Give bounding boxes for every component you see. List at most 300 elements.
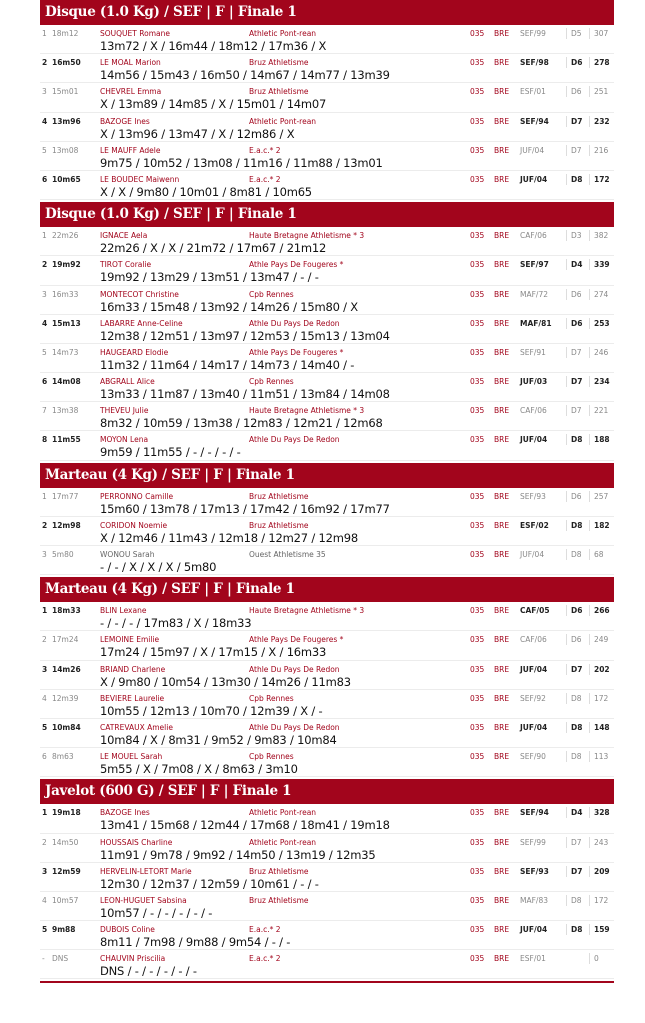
performance-cell: 16m50 <box>52 58 81 68</box>
performance-cell: 19m18 <box>52 808 81 818</box>
attempt-series: 8m11 / 7m98 / 9m88 / 9m54 / - / - <box>100 935 291 950</box>
club-name[interactable]: Haute Bretagne Athletisme * 3 <box>249 606 365 616</box>
attempt-series: 15m60 / 13m78 / 17m13 / 17m42 / 16m92 / 17m77 <box>100 501 390 516</box>
league-code: BRE <box>494 116 510 126</box>
level-cell: D6 <box>566 491 582 502</box>
rank-cell: - <box>42 954 45 964</box>
club-name[interactable]: Haute Bretagne Athletisme * 3 <box>249 231 365 241</box>
points-cell: 243 <box>589 837 608 848</box>
event-section <box>40 463 614 576</box>
department-code: 035 <box>470 87 485 97</box>
department-code: 035 <box>470 693 485 703</box>
level-cell: D8 <box>566 693 582 704</box>
attempt-series: - / - / - / 17m83 / X / 18m33 <box>100 616 252 631</box>
rank-cell: 5 <box>42 347 47 357</box>
performance-cell: 10m84 <box>52 722 81 732</box>
department-code: 035 <box>470 895 485 905</box>
club-name[interactable]: Bruz Athletisme <box>249 520 309 530</box>
level-cell: D7 <box>566 347 582 358</box>
athlete-name[interactable]: WONOU Sarah <box>100 550 155 559</box>
result-row[interactable] <box>40 256 614 285</box>
league-code: BRE <box>494 752 510 762</box>
club-name[interactable]: Cpb Rennes <box>249 289 294 299</box>
rank-cell: 7 <box>42 406 47 416</box>
category-cell: SEF/97 <box>520 260 549 270</box>
performance-cell: 16m33 <box>52 289 79 299</box>
rank-cell: 6 <box>42 752 47 762</box>
league-code: BRE <box>494 29 510 38</box>
performance-cell: 18m33 <box>52 606 81 616</box>
league-code: BRE <box>494 260 510 270</box>
attempt-series: X / 13m96 / 13m47 / X / 12m86 / X <box>100 126 295 141</box>
league-code: BRE <box>494 866 510 876</box>
performance-cell: 14m26 <box>52 664 81 674</box>
result-row[interactable] <box>40 373 614 402</box>
department-code: 035 <box>470 837 485 847</box>
level-cell: D7 <box>566 116 582 127</box>
department-code: 035 <box>470 58 485 68</box>
level-cell: D6 <box>566 605 582 616</box>
event-title: Javelot (600 G) / SEF | F | Finale 1 <box>40 779 614 804</box>
athlete-name[interactable]: LE MAUFF Adele <box>100 145 161 155</box>
rank-cell: 4 <box>42 895 47 905</box>
club-name[interactable]: E.a.c.* 2 <box>249 145 281 155</box>
points-cell: 159 <box>589 924 610 935</box>
attempt-series: 17m24 / 15m97 / X / 17m15 / X / 16m33 <box>100 645 327 660</box>
club-name[interactable]: Bruz Athletisme <box>249 87 309 97</box>
league-code: BRE <box>494 925 510 935</box>
athlete-name[interactable]: MOYON Lena <box>100 435 149 445</box>
result-row[interactable] <box>40 863 614 892</box>
result-row[interactable] <box>40 402 614 431</box>
department-code: 035 <box>470 318 485 328</box>
rank-cell: 5 <box>42 925 48 935</box>
level-cell: D6 <box>566 634 582 645</box>
category-cell: SEF/94 <box>520 116 549 126</box>
club-name[interactable]: Athle Du Pays De Redon <box>249 722 340 732</box>
department-code: 035 <box>470 231 485 241</box>
category-cell: SEF/98 <box>520 58 549 68</box>
rank-cell: 2 <box>42 520 48 530</box>
league-code: BRE <box>494 318 510 328</box>
rank-cell: 1 <box>42 29 47 38</box>
club-name[interactable]: E.a.c.* 2 <box>249 174 281 184</box>
points-cell: 172 <box>589 693 608 704</box>
rank-cell: 4 <box>42 693 47 703</box>
athlete-name[interactable]: HAUGEARD Elodie <box>100 347 169 357</box>
points-cell: 234 <box>589 376 610 387</box>
points-cell: 307 <box>589 28 608 39</box>
rank-cell: 2 <box>42 635 47 645</box>
result-row[interactable] <box>40 950 614 979</box>
athlete-name[interactable]: THEVEU Julie <box>100 406 149 416</box>
performance-cell: 12m39 <box>52 693 79 703</box>
category-cell: CAF/05 <box>520 606 550 616</box>
athlete-name[interactable]: TIROT Coralie <box>100 260 152 270</box>
result-row[interactable] <box>40 431 614 460</box>
attempt-series: 8m32 / 10m59 / 13m38 / 12m83 / 12m21 / 12m68 <box>100 416 383 431</box>
rank-cell: 3 <box>42 289 47 299</box>
league-code: BRE <box>494 231 510 241</box>
result-row[interactable] <box>40 517 614 546</box>
attempt-series: 14m56 / 15m43 / 16m50 / 14m67 / 14m77 / 13m39 <box>100 68 390 83</box>
league-code: BRE <box>494 954 510 964</box>
level-cell: D4 <box>566 259 582 270</box>
points-cell: 257 <box>589 491 608 502</box>
category-cell: SEF/93 <box>520 491 546 501</box>
category-cell: SEF/99 <box>520 29 546 38</box>
department-code: 035 <box>470 520 485 530</box>
athlete-name[interactable]: BAZOGE Ines <box>100 116 150 126</box>
athlete-name[interactable]: SOUQUET Romane <box>100 29 170 38</box>
department-code: 035 <box>470 260 485 270</box>
result-row[interactable] <box>40 748 614 777</box>
athlete-name[interactable]: PERRONNO Camille <box>100 491 174 501</box>
athlete-name[interactable]: DUBOIS Coline <box>100 925 155 935</box>
club-name[interactable]: Athletic Pont-rean <box>249 29 317 38</box>
performance-cell: 12m59 <box>52 866 81 876</box>
result-row[interactable] <box>40 719 614 748</box>
points-cell: 249 <box>589 634 608 645</box>
performance-cell: 14m73 <box>52 347 79 357</box>
attempt-series: 10m55 / 12m13 / 10m70 / 12m39 / X / - <box>100 703 323 718</box>
category-cell: SEF/93 <box>520 866 549 876</box>
points-cell: 188 <box>589 434 610 445</box>
league-code: BRE <box>494 87 510 97</box>
club-name[interactable]: Bruz Athletisme <box>249 895 309 905</box>
athlete-name[interactable]: CHEVREL Emma <box>100 87 162 97</box>
result-row[interactable] <box>40 286 614 315</box>
attempt-series: 16m33 / 15m48 / 13m92 / 14m26 / 15m80 / X <box>100 299 358 314</box>
athlete-name[interactable]: CATREVAUX Amelie <box>100 722 173 732</box>
level-cell: D8 <box>566 520 582 531</box>
athlete-name[interactable]: CORIDON Noemie <box>100 520 168 530</box>
athlete-name[interactable]: CHAUVIN Priscilia <box>100 954 166 964</box>
attempt-series: 10m57 / - / - / - / - / - <box>100 905 213 920</box>
event-title: Marteau (4 Kg) / SEF | F | Finale 1 <box>40 577 614 602</box>
result-row[interactable] <box>40 54 614 83</box>
rank-cell: 6 <box>42 174 48 184</box>
performance-cell: 13m08 <box>52 145 79 155</box>
performance-cell: 11m55 <box>52 435 81 445</box>
club-name[interactable]: Athle Pays De Fougeres * <box>249 347 344 357</box>
rank-cell: 3 <box>42 550 47 559</box>
result-row[interactable] <box>40 834 614 863</box>
club-name[interactable]: Athletic Pont-rean <box>249 808 317 818</box>
club-name[interactable]: Bruz Athletisme <box>249 491 309 501</box>
performance-cell: 13m96 <box>52 116 81 126</box>
department-code: 035 <box>470 491 485 501</box>
level-cell: D7 <box>566 376 582 387</box>
league-code: BRE <box>494 664 510 674</box>
club-name[interactable]: Athle Du Pays De Redon <box>249 318 340 328</box>
performance-cell: 15m13 <box>52 318 81 328</box>
club-name[interactable]: Haute Bretagne Athletisme * 3 <box>249 406 365 416</box>
points-cell: 182 <box>589 520 610 531</box>
category-cell: ESF/01 <box>520 87 546 97</box>
club-name[interactable]: Athletic Pont-rean <box>249 116 317 126</box>
performance-cell: 9m88 <box>52 925 76 935</box>
performance-cell: 15m01 <box>52 87 79 97</box>
points-cell: 202 <box>589 664 610 675</box>
department-code: 035 <box>470 435 485 445</box>
points-cell: 68 <box>589 549 604 560</box>
level-cell: D5 <box>566 28 582 39</box>
points-cell: 274 <box>589 289 608 300</box>
department-code: 035 <box>470 635 485 645</box>
department-code: 035 <box>470 29 485 38</box>
performance-cell: DNS <box>52 954 69 964</box>
event-section <box>40 779 614 979</box>
points-cell: 172 <box>589 174 610 185</box>
points-cell: 209 <box>589 866 610 877</box>
category-cell: JUF/04 <box>520 925 548 935</box>
bottom-divider <box>40 981 614 983</box>
athlete-name[interactable]: LE MOAL Marion <box>100 58 161 68</box>
athlete-name[interactable]: ABGRALL Alice <box>100 377 155 387</box>
club-name[interactable]: E.a.c.* 2 <box>249 925 281 935</box>
category-cell: JUF/04 <box>520 174 548 184</box>
attempt-series: 12m30 / 12m37 / 12m59 / 10m61 / - / - <box>100 876 319 891</box>
points-cell: 382 <box>589 230 608 241</box>
category-cell: SEF/90 <box>520 752 546 762</box>
attempt-series: X / 13m89 / 14m85 / X / 15m01 / 14m07 <box>100 97 327 112</box>
points-cell: 232 <box>589 116 610 127</box>
attempt-series: 9m59 / 11m55 / - / - / - / - <box>100 445 241 460</box>
athlete-name[interactable]: BAZOGE Ines <box>100 808 150 818</box>
department-code: 035 <box>470 606 485 616</box>
department-code: 035 <box>470 664 485 674</box>
department-code: 035 <box>470 145 485 155</box>
club-name[interactable]: Athletic Pont-rean <box>249 837 317 847</box>
result-row[interactable] <box>40 488 614 517</box>
points-cell: 251 <box>589 86 608 97</box>
league-code: BRE <box>494 491 510 501</box>
points-cell: 246 <box>589 347 608 358</box>
performance-cell: 5m80 <box>52 550 74 559</box>
attempt-series: 10m84 / X / 8m31 / 9m52 / 9m83 / 10m84 <box>100 732 337 747</box>
result-row[interactable] <box>40 83 614 112</box>
athlete-name[interactable]: LEMOINE Emilie <box>100 635 160 645</box>
category-cell: SEF/92 <box>520 693 546 703</box>
rank-cell: 5 <box>42 722 48 732</box>
league-code: BRE <box>494 895 510 905</box>
performance-cell: 22m26 <box>52 231 79 241</box>
league-code: BRE <box>494 722 510 732</box>
league-code: BRE <box>494 347 510 357</box>
athlete-name[interactable]: BRIAND Charlene <box>100 664 166 674</box>
department-code: 035 <box>470 406 485 416</box>
result-row[interactable] <box>40 921 614 950</box>
performance-cell: 8m63 <box>52 752 74 762</box>
club-name[interactable]: Bruz Athletisme <box>249 58 309 68</box>
department-code: 035 <box>470 377 485 387</box>
athlete-name[interactable]: LE MOUEL Sarah <box>100 752 163 762</box>
attempt-series: 5m55 / X / 7m08 / X / 8m63 / 3m10 <box>100 762 298 777</box>
level-cell: D6 <box>566 57 582 68</box>
performance-cell: 19m92 <box>52 260 81 270</box>
club-name[interactable]: E.a.c.* 2 <box>249 954 281 964</box>
athlete-name[interactable]: HERVELIN-LETORT Marie <box>100 866 192 876</box>
result-row[interactable] <box>40 344 614 373</box>
club-name[interactable]: Athle Du Pays De Redon <box>249 664 340 674</box>
athlete-name[interactable]: IGNACE Aela <box>100 231 148 241</box>
points-cell: 278 <box>589 57 610 68</box>
club-name[interactable]: Athle Du Pays De Redon <box>249 435 340 445</box>
result-row[interactable] <box>40 142 614 171</box>
department-code: 035 <box>470 289 485 299</box>
category-cell: JUF/04 <box>520 664 548 674</box>
category-cell: MAF/83 <box>520 895 548 905</box>
category-cell: CAF/06 <box>520 231 547 241</box>
level-cell: D7 <box>566 405 582 416</box>
athlete-name[interactable]: LEON-HUGUET Sabsina <box>100 895 187 905</box>
result-row[interactable] <box>40 315 614 344</box>
league-code: BRE <box>494 520 510 530</box>
performance-cell: 14m50 <box>52 837 79 847</box>
category-cell: JUF/04 <box>520 145 545 155</box>
performance-cell: 14m08 <box>52 377 81 387</box>
result-row[interactable] <box>40 171 614 200</box>
performance-cell: 17m24 <box>52 635 79 645</box>
level-cell: D8 <box>566 751 582 762</box>
attempt-series: 13m41 / 15m68 / 12m44 / 17m68 / 18m41 / 19m18 <box>100 818 390 833</box>
attempt-series: 11m91 / 9m78 / 9m92 / 14m50 / 13m19 / 12m35 <box>100 847 376 862</box>
category-cell: JUF/03 <box>520 377 548 387</box>
performance-cell: 13m38 <box>52 406 79 416</box>
level-cell: D8 <box>566 722 582 733</box>
department-code: 035 <box>470 752 485 762</box>
league-code: BRE <box>494 174 510 184</box>
attempt-series: X / 12m46 / 11m43 / 12m18 / 12m27 / 12m98 <box>100 530 358 545</box>
level-cell: D8 <box>566 174 582 185</box>
club-name[interactable]: Bruz Athletisme <box>249 866 309 876</box>
athlete-name[interactable]: BEVIERE Laurelie <box>100 693 165 703</box>
points-cell: 113 <box>589 751 608 762</box>
level-cell: D7 <box>566 664 582 675</box>
category-cell: JUF/04 <box>520 722 548 732</box>
league-code: BRE <box>494 693 510 703</box>
attempt-series: 9m75 / 10m52 / 13m08 / 11m16 / 11m88 / 13m01 <box>100 155 383 170</box>
league-code: BRE <box>494 58 510 68</box>
points-cell: 221 <box>589 405 608 416</box>
league-code: BRE <box>494 377 510 387</box>
attempt-series: X / 9m80 / 10m54 / 13m30 / 14m26 / 11m83 <box>100 674 351 689</box>
rank-cell: 1 <box>42 808 48 818</box>
league-code: BRE <box>494 606 510 616</box>
club-name[interactable]: Cpb Rennes <box>249 377 294 387</box>
club-name[interactable]: Athle Pays De Fougeres * <box>249 635 344 645</box>
result-row[interactable] <box>40 631 614 660</box>
rank-cell: 8 <box>42 435 48 445</box>
result-row[interactable] <box>40 227 614 256</box>
rank-cell: 1 <box>42 491 47 501</box>
category-cell: SEF/99 <box>520 837 546 847</box>
attempt-series: 12m38 / 12m51 / 13m97 / 12m53 / 15m13 / 13m04 <box>100 328 390 343</box>
result-row[interactable] <box>40 804 614 833</box>
athlete-name[interactable]: LE BOUDEC Maiwenn <box>100 174 180 184</box>
result-row[interactable] <box>40 602 614 631</box>
department-code: 035 <box>470 925 485 935</box>
rank-cell: 1 <box>42 606 48 616</box>
department-code: 035 <box>470 347 485 357</box>
department-code: 035 <box>470 550 485 559</box>
rank-cell: 2 <box>42 837 47 847</box>
points-cell: 339 <box>589 259 610 270</box>
points-cell: 266 <box>589 605 610 616</box>
level-cell: D7 <box>566 837 582 848</box>
points-cell: 148 <box>589 722 610 733</box>
category-cell: ESF/02 <box>520 520 549 530</box>
performance-cell: 10m57 <box>52 895 79 905</box>
result-row[interactable] <box>40 690 614 719</box>
athlete-name[interactable]: BLIN Lexane <box>100 606 147 616</box>
event-title: Disque (1.0 Kg) / SEF | F | Finale 1 <box>40 202 614 227</box>
points-cell: 0 <box>589 953 599 964</box>
league-code: BRE <box>494 635 510 645</box>
attempt-series: - / - / X / X / X / 5m80 <box>100 560 217 574</box>
attempt-series: DNS / - / - / - / - / - <box>100 964 197 979</box>
category-cell: SEF/91 <box>520 347 546 357</box>
athlete-name[interactable]: HOUSSAIS Charline <box>100 837 173 847</box>
level-cell: D8 <box>566 434 582 445</box>
rank-cell: 4 <box>42 318 48 328</box>
attempt-series: 13m33 / 11m87 / 13m40 / 11m51 / 13m84 / 14m08 <box>100 387 390 402</box>
category-cell: ESF/01 <box>520 954 546 964</box>
league-code: BRE <box>494 435 510 445</box>
league-code: BRE <box>494 837 510 847</box>
category-cell: CAF/06 <box>520 635 547 645</box>
rank-cell: 3 <box>42 866 48 876</box>
attempt-series: 19m92 / 13m29 / 13m51 / 13m47 / - / - <box>100 270 319 285</box>
points-cell: 328 <box>589 807 610 818</box>
level-cell: D7 <box>566 866 582 877</box>
level-cell: D8 <box>566 924 582 935</box>
event-section <box>40 202 614 461</box>
department-code: 035 <box>470 808 485 818</box>
club-name[interactable]: Cpb Rennes <box>249 752 294 762</box>
category-cell: JUF/04 <box>520 550 545 559</box>
category-cell: MAF/81 <box>520 318 552 328</box>
rank-cell: 3 <box>42 664 48 674</box>
athlete-name[interactable]: MONTECOT Christine <box>100 289 179 299</box>
category-cell: SEF/94 <box>520 808 549 818</box>
attempt-series: 13m72 / X / 16m44 / 18m12 / 17m36 / X <box>100 39 327 53</box>
attempt-series: X / X / 9m80 / 10m01 / 8m81 / 10m65 <box>100 184 312 199</box>
rank-cell: 5 <box>42 145 47 155</box>
result-row[interactable] <box>40 661 614 690</box>
event-title: Marteau (4 Kg) / SEF | F | Finale 1 <box>40 463 614 488</box>
club-name[interactable]: Athle Pays De Fougeres * <box>249 260 344 270</box>
club-name[interactable]: Cpb Rennes <box>249 693 294 703</box>
athlete-name[interactable]: LABARRE Anne-Celine <box>100 318 183 328</box>
event-section <box>40 577 614 777</box>
result-row[interactable] <box>40 113 614 142</box>
rank-cell: 2 <box>42 58 48 68</box>
result-row[interactable] <box>40 546 614 575</box>
department-code: 035 <box>470 174 485 184</box>
level-cell: D7 <box>566 145 582 156</box>
level-cell: D4 <box>566 807 582 818</box>
result-row[interactable] <box>40 892 614 921</box>
league-code: BRE <box>494 145 510 155</box>
club-name[interactable]: Ouest Athletisme 35 <box>249 550 326 559</box>
attempt-series: 11m32 / 11m64 / 14m17 / 14m73 / 14m40 / - <box>100 357 355 372</box>
department-code: 035 <box>470 722 485 732</box>
level-cell: D6 <box>566 318 582 329</box>
department-code: 035 <box>470 954 485 964</box>
result-row[interactable] <box>40 25 614 54</box>
